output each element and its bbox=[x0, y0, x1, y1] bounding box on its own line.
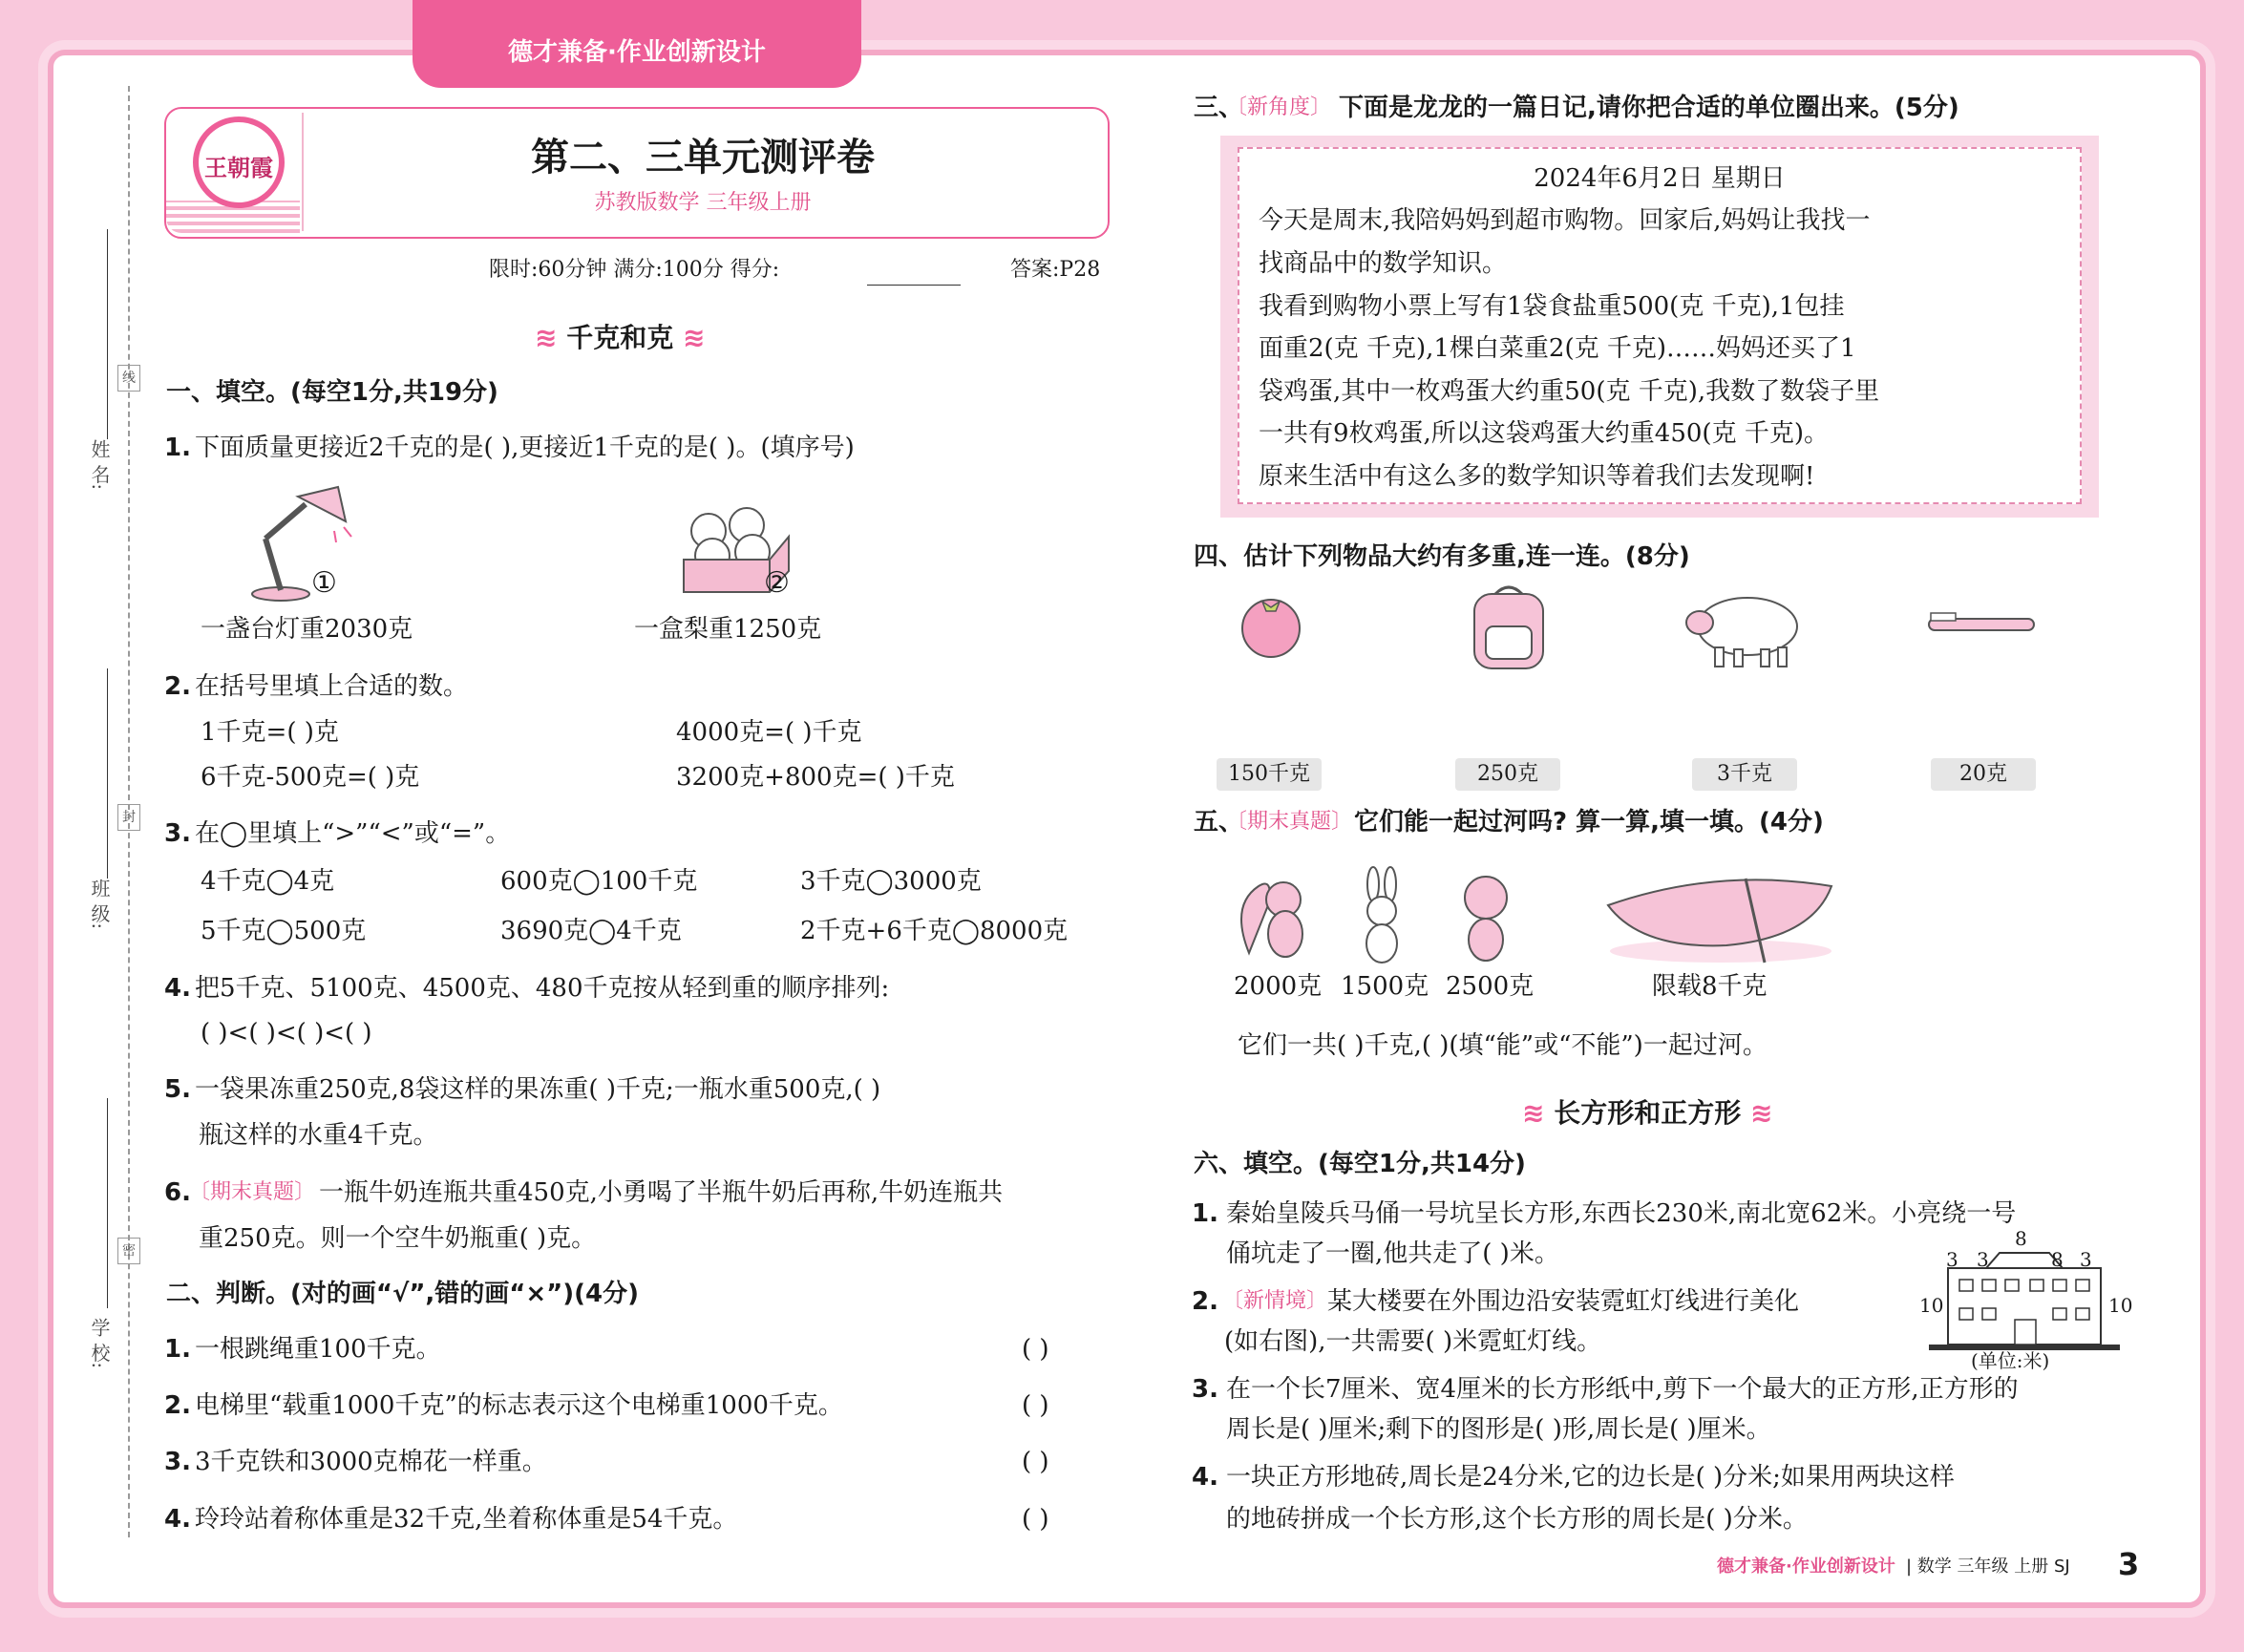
monkey-icon bbox=[1448, 869, 1524, 964]
building-unit: (单位:米) bbox=[1971, 1349, 2050, 1372]
p6-q4-line1: 一块正方形地砖,周长是24分米,它的边长是( )分米;如果用两块这样 bbox=[1226, 1463, 1955, 1492]
judge-3-num: 3. bbox=[164, 1448, 191, 1476]
judge-4-blank: ( ) bbox=[1022, 1505, 1049, 1534]
p6-q3-line2: 周长是( )厘米;剩下的图形是( )形,周长是( )厘米。 bbox=[1226, 1415, 1771, 1444]
q1-lamp-caption: 一盏台灯重2030克 bbox=[201, 615, 413, 644]
p6-q2-line1: 某大楼要在外围边沿安装霓虹灯线进行美化 bbox=[1327, 1287, 1800, 1316]
part5-title: 它们能一起过河吗? 算一算,填一填。(4分) bbox=[1354, 808, 1824, 837]
q6-num: 6. bbox=[164, 1178, 191, 1207]
building-label-top: 8 bbox=[2015, 1227, 2027, 1250]
top-banner: 德才兼备·作业创新设计 bbox=[413, 0, 861, 88]
judge-3-text: 3千克铁和3000克棉花一样重。 bbox=[195, 1448, 547, 1476]
section-heading-kg-text: 千克和克 bbox=[566, 322, 674, 353]
part2-title: 二、判断。(对的画“√”,错的画“×”)(4分) bbox=[166, 1280, 639, 1308]
judge-3-blank: ( ) bbox=[1022, 1448, 1049, 1476]
judge-4-text: 玲玲站着称体重是32千克,坐着称体重是54千克。 bbox=[195, 1505, 738, 1534]
weight-tag-3: 3千克 bbox=[1692, 758, 1797, 791]
judge-2-blank: ( ) bbox=[1022, 1391, 1049, 1420]
exam-meta: 限时:60分钟 满分:100分 得分: bbox=[489, 258, 780, 282]
p6-q1-num: 1. bbox=[1192, 1199, 1218, 1228]
building-label-left: 10 bbox=[1919, 1294, 1944, 1317]
judge-2-text: 电梯里“载重1000千克”的标志表示这个电梯重1000千克。 bbox=[195, 1391, 843, 1420]
building-label-right: 10 bbox=[2108, 1294, 2133, 1317]
q5-line2: 瓶这样的水重4千克。 bbox=[199, 1121, 438, 1150]
building-label-r2: 3 bbox=[2080, 1248, 2092, 1271]
page-number: 3 bbox=[2118, 1546, 2140, 1582]
q3-item-2: 600克◯100千克 bbox=[500, 867, 698, 896]
q2-text: 在括号里填上合适的数。 bbox=[195, 672, 469, 701]
p6-q3-line1: 在一个长7厘米、宽4厘米的长方形纸中,剪下一个最大的正方形,正方形的 bbox=[1226, 1375, 2019, 1404]
judge-1-blank: ( ) bbox=[1022, 1335, 1049, 1364]
diary-line-4: 面重2(克 千克),1棵白菜重2(克 千克)……妈妈还买了1 bbox=[1259, 334, 1856, 363]
q1-pears-caption: 一盒梨重1250克 bbox=[634, 615, 822, 644]
diary-line-3: 我看到购物小票上写有1袋食盐重500(克 千克),1包挂 bbox=[1259, 292, 1845, 321]
diary-line-2: 找商品中的数学知识。 bbox=[1259, 249, 1508, 278]
q4-blanks: ( )<( )<( )<( ) bbox=[201, 1019, 372, 1048]
weight-tag-1: 150千克 bbox=[1217, 758, 1322, 791]
q3-text: 在◯里填上“>”“<”或“=”。 bbox=[195, 819, 511, 848]
part3-tag: 〔新角度〕 bbox=[1226, 95, 1332, 119]
building-label-l1: 3 bbox=[1946, 1248, 1958, 1271]
q2-d: 3200克+800克=( )千克 bbox=[676, 763, 955, 792]
part3-title: 下面是龙龙的一篇日记,请你把合适的单位圈出来。(5分) bbox=[1339, 94, 1959, 122]
p6-q4-line2: 的地砖拼成一个长方形,这个长方形的周长是( )分米。 bbox=[1226, 1505, 1808, 1534]
tomato-icon bbox=[1236, 590, 1306, 659]
q6-tag: 〔期末真题〕 bbox=[189, 1180, 316, 1204]
q2-a: 1千克=( )克 bbox=[201, 718, 339, 747]
q2-b: 4000克=( )千克 bbox=[676, 718, 862, 747]
judge-2-num: 2. bbox=[164, 1391, 191, 1420]
q6-line2: 重250克。则一个空牛奶瓶重( )克。 bbox=[199, 1224, 597, 1253]
animal-weight-3: 2500克 bbox=[1446, 972, 1535, 1001]
part3-prefix: 三、 bbox=[1194, 94, 1244, 122]
closed-mark: 密 bbox=[117, 1238, 140, 1264]
pig-icon bbox=[1681, 584, 1812, 670]
footer-info: | 数学 三年级 上册 SJ bbox=[1906, 1557, 2070, 1577]
q4-num: 4. bbox=[164, 974, 191, 1003]
p6-q1-line2: 俑坑走了一圈,他共走了( )米。 bbox=[1226, 1239, 1559, 1268]
school-label: 学 校: bbox=[88, 1318, 111, 1369]
weight-tag-2: 250克 bbox=[1455, 758, 1560, 791]
p6-q4-num: 4. bbox=[1192, 1463, 1218, 1492]
q3-num: 3. bbox=[164, 819, 191, 848]
weight-tag-4: 20克 bbox=[1931, 758, 2036, 791]
p6-q2-num: 2. bbox=[1192, 1287, 1218, 1316]
footer-brand: 德才兼备·作业创新设计 bbox=[1717, 1557, 1895, 1577]
lamp-illustration bbox=[239, 479, 363, 602]
q5-line1: 一袋果冻重250克,8袋这样的果冻重( )千克;一瓶水重500克,( ) bbox=[195, 1075, 881, 1104]
q3-item-1: 4千克◯4克 bbox=[201, 867, 335, 896]
judge-4-num: 4. bbox=[164, 1505, 191, 1534]
animal-weight-2: 1500克 bbox=[1341, 972, 1429, 1001]
judge-1-num: 1. bbox=[164, 1335, 191, 1364]
page-title: 第二、三单元测评卷 bbox=[531, 136, 875, 180]
section-heading-rect-text: 长方形和正方形 bbox=[1554, 1097, 1742, 1129]
q6-line1: 一瓶牛奶连瓶共重450克,小勇喝了半瓶牛奶后再称,牛奶连瓶共 bbox=[319, 1178, 1004, 1207]
part5-answer: 它们一共( )千克,( )(填“能”或“不能”)一起过河。 bbox=[1238, 1031, 1768, 1060]
part5-prefix: 五、 bbox=[1194, 808, 1244, 837]
toothbrush-icon bbox=[1925, 611, 2040, 638]
q2-num: 2. bbox=[164, 672, 191, 701]
boat-capacity: 限载8千克 bbox=[1652, 972, 1768, 1001]
q1-mark-1: ① bbox=[311, 566, 337, 600]
q3-item-5: 3690克◯4千克 bbox=[500, 917, 682, 945]
diary-line-5: 袋鸡蛋,其中一枚鸡蛋大约重50(克 千克),我数了数袋子里 bbox=[1259, 377, 1880, 406]
q5-num: 5. bbox=[164, 1075, 191, 1104]
p6-q2-tag: 〔新情境〕 bbox=[1222, 1289, 1328, 1313]
backpack-icon bbox=[1465, 581, 1553, 672]
name-label: 姓 名: bbox=[88, 439, 111, 491]
p6-q1-line1: 秦始皇陵兵马俑一号坑呈长方形,东西长230米,南北宽62米。小亮绕一号 bbox=[1226, 1199, 2017, 1228]
school-underline bbox=[107, 1098, 108, 1308]
q3-item-4: 5千克◯500克 bbox=[201, 917, 367, 945]
q1-num: 1. bbox=[164, 434, 191, 462]
building-label-l2: 3 bbox=[1977, 1248, 1989, 1271]
logo bbox=[193, 116, 285, 208]
logo-text: 王朝霞 bbox=[204, 154, 273, 181]
judge-1-text: 一根跳绳重100千克。 bbox=[195, 1335, 441, 1364]
boat-icon bbox=[1602, 867, 1837, 966]
q4-text: 把5千克、5100克、4500克、480千克按从轻到重的顺序排列: bbox=[195, 974, 890, 1003]
line-mark: 线 bbox=[117, 365, 140, 392]
class-underline bbox=[107, 668, 108, 879]
q1-text: 下面质量更接近2千克的是( ),更接近1千克的是( )。(填序号) bbox=[195, 434, 855, 462]
section-heading-kg: ≋ 千克和克 ≋ bbox=[535, 322, 706, 353]
name-underline bbox=[107, 229, 108, 439]
q1-mark-2: ② bbox=[764, 566, 790, 600]
class-label: 班 级: bbox=[88, 879, 111, 930]
score-blank bbox=[867, 285, 961, 286]
squirrel-icon bbox=[1230, 867, 1322, 963]
part4-title: 四、估计下列物品大约有多重,连一连。(8分) bbox=[1194, 542, 1690, 571]
section-heading-rect: ≋ 长方形和正方形 ≋ bbox=[1522, 1097, 1773, 1129]
diary-line-6: 一共有9枚鸡蛋,所以这袋鸡蛋大约重450(克 千克)。 bbox=[1259, 419, 1829, 448]
diary-line-7: 原来生活中有这么多的数学知识等着我们去发现啊! bbox=[1259, 462, 1815, 491]
q2-c: 6千克-500克=( )克 bbox=[201, 763, 420, 792]
rabbit-icon bbox=[1348, 865, 1415, 964]
building-label-r1: 8 bbox=[2051, 1248, 2064, 1271]
diary-inner bbox=[1238, 147, 2082, 504]
seal-mark: 封 bbox=[117, 804, 140, 831]
animal-weight-1: 2000克 bbox=[1234, 972, 1323, 1001]
q3-item-6: 2千克+6千克◯8000克 bbox=[800, 917, 1069, 945]
part1-title: 一、填空。(每空1分,共19分) bbox=[166, 378, 498, 407]
answer-ref: 答案:P28 bbox=[1010, 258, 1101, 282]
page-subtitle: 苏教版数学 三年级上册 bbox=[594, 191, 812, 215]
p6-q2-line2: (如右图),一共需要( )米霓虹灯线。 bbox=[1224, 1327, 1602, 1356]
p6-q3-num: 3. bbox=[1192, 1375, 1218, 1404]
q3-item-3: 3千克◯3000克 bbox=[800, 867, 982, 896]
diary-date: 2024年6月2日 星期日 bbox=[1534, 164, 1786, 193]
part5-tag: 〔期末真题〕 bbox=[1226, 810, 1353, 834]
part6-title: 六、填空。(每空1分,共14分) bbox=[1194, 1150, 1526, 1178]
diary-line-1: 今天是周末,我陪妈妈到超市购物。回家后,妈妈让我找一 bbox=[1259, 206, 1871, 235]
